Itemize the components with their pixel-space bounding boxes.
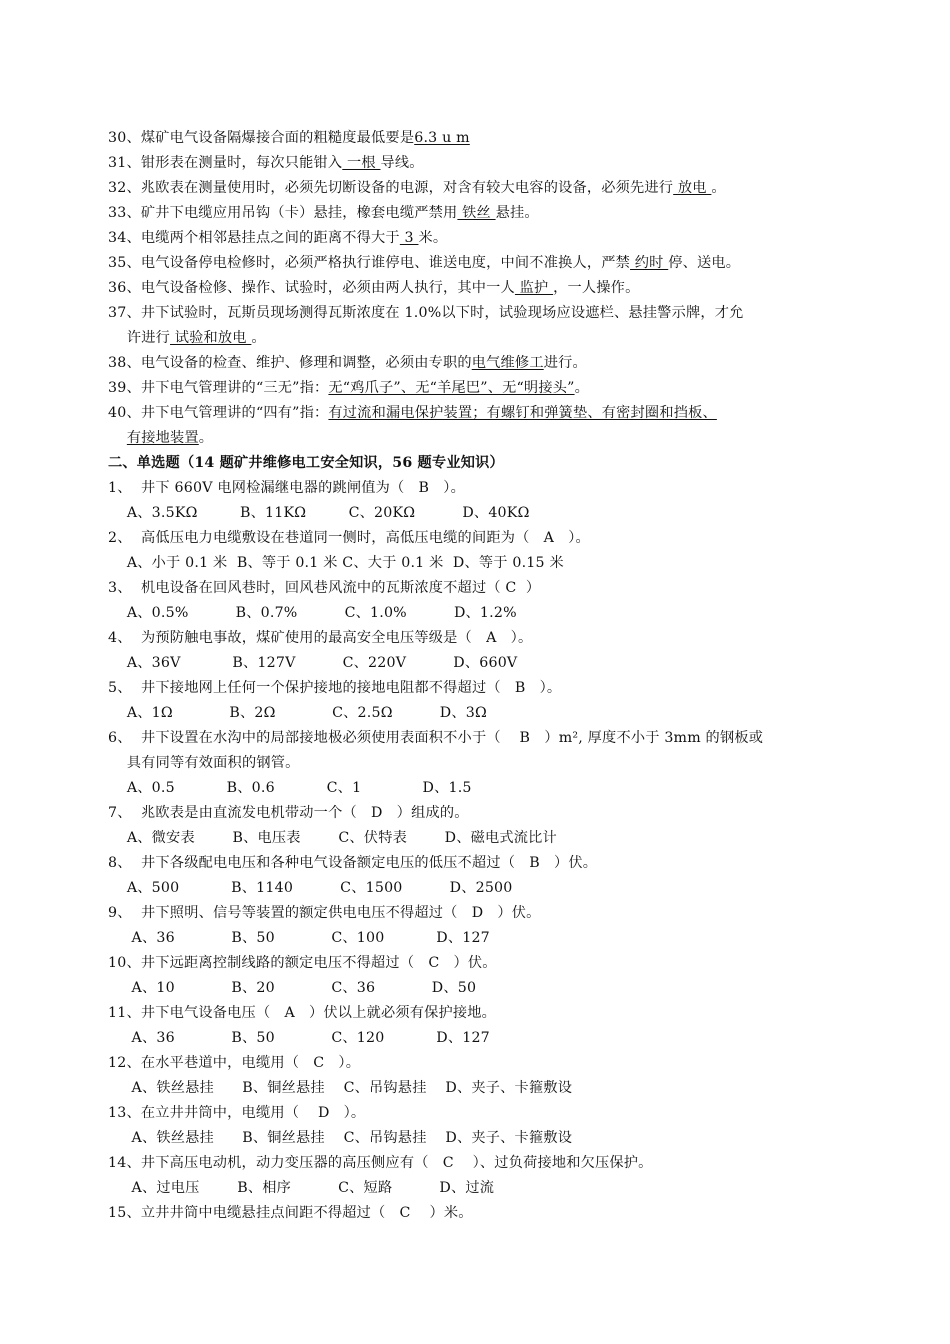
question-options: A、3.5KΩ B、11KΩ C、20KΩ D、40KΩ <box>108 505 530 521</box>
question-options: A、小于 0.1 米 B、等于 0.1 米 C、大于 0.1 米 D、等于 0.15 米 <box>108 555 564 571</box>
question-text: 13、在立井井筒中，电缆用（ D ）。 <box>108 1105 366 1121</box>
question-text: 9、 井下照明、信号等装置的额定供电电压不得超过（ D ）伏。 <box>108 905 541 921</box>
question-text: 14、井下高压电动机，动力变压器的高压侧应有（ C ）、过负荷接地和欠压保护。 <box>108 1155 653 1171</box>
fill-in-line: 35、电气设备停电检修时，必须严格执行谁停电、谁送电度，中间不准换人，严禁 约时 停、送电。 <box>108 255 741 271</box>
fill-in-line: 31、钳形表在测量时，每次只能钳入 一根 导线。 <box>108 155 424 171</box>
question-text: 15、立井井筒中电缆悬挂点间距不得超过（ C ）米。 <box>108 1205 473 1221</box>
fill-in-line: 38、电气设备的检查、维护、修理和调整，必须由专职的电气维修工进行。 <box>108 355 587 371</box>
question-text: 8、 井下各级配电电压和各种电气设备额定电压的低压不超过（ B ）伏。 <box>108 855 598 871</box>
question-text: 1、 井下 660V 电网检漏继电器的跳闸值为（ B ）。 <box>108 480 465 496</box>
question-text: 11、井下电气设备电压（ A ）伏以上就必须有保护接地。 <box>108 1005 497 1021</box>
question-text: 12、在水平巷道中，电缆用（ C ）。 <box>108 1055 361 1071</box>
question-options: A、36 B、50 C、120 D、127 <box>108 1030 490 1046</box>
fill-in-line: 30、煤矿电气设备隔爆接合面的粗糙度最低要是6.3 u m <box>108 130 470 146</box>
question-text: 2、 高低压电力电缆敷设在巷道同一侧时，高低压电缆的间距为（ A ）。 <box>108 530 590 546</box>
fill-in-line: 34、电缆两个相邻悬挂点之间的距离不得大于 3 米。 <box>108 230 448 246</box>
question-text: 7、 兆欧表是由直流发电机带动一个（ D ）组成的。 <box>108 805 469 821</box>
question-options: A、铁丝悬挂 B、铜丝悬挂 C、吊钩悬挂 D、夹子、卡箍敷设 <box>108 1080 573 1096</box>
fill-in-line: 32、兆欧表在测量使用时，必须先切断设备的电源，对含有较大电容的设备，必须先进行 放电 。 <box>108 180 726 196</box>
section-title: 二、单选题（14 题矿井维修电工安全知识，56 题专业知识） <box>108 455 504 471</box>
question-options: A、微安表 B、电压表 C、伏特表 D、磁电式流比计 <box>108 830 557 846</box>
question-text: 5、 井下接地网上任何一个保护接地的接地电阻都不得超过（ B ）。 <box>108 680 562 696</box>
question-options: A、36V B、127V C、220V D、660V <box>108 655 518 671</box>
question-options: A、36 B、50 C、100 D、127 <box>108 930 490 946</box>
fill-in-line: 36、电气设备检修、操作、试验时，必须由两人执行，其中一人 监护 ，一人操作。 <box>108 280 640 296</box>
question-text: 6、 井下设置在水沟中的局部接地极必须使用表面积不小于（ B ）m², 厚度不小于 3mm 的钢板或 <box>108 730 764 746</box>
question-options: A、0.5 B、0.6 C、1 D、1.5 <box>108 780 472 796</box>
question-options: A、过电压 B、相序 C、短路 D、过流 <box>108 1180 495 1196</box>
question-options: A、500 B、1140 C、1500 D、2500 <box>108 880 513 896</box>
question-text-continued: 具有同等有效面积的钢管。 <box>108 755 300 771</box>
fill-in-line: 有接地装置。 <box>126 430 214 446</box>
question-options: A、10 B、20 C、36 D、50 <box>108 980 477 996</box>
fill-in-line: 37、井下试验时，瓦斯员现场测得瓦斯浓度在 1.0%以下时，试验现场应设遮栏、悬挂警示牌，才允 <box>108 305 744 321</box>
fill-in-line: 39、井下电气管理讲的“三无”指：无“鸡爪子”、无“羊尾巴”、无“明接头”。 <box>108 380 589 396</box>
fill-in-line: 40、井下电气管理讲的“四有”指：有过流和漏电保护装置；有螺钉和弹簧垫、有密封圈和挡板、 <box>108 405 717 421</box>
question-options: A、0.5% B、0.7% C、1.0% D、1.2% <box>108 605 517 621</box>
question-text: 3、 机电设备在回风巷时，回风巷风流中的瓦斯浓度不超过（ C ） <box>108 580 541 596</box>
question-text: 10、井下远距离控制线路的额定电压不得超过（ C ）伏。 <box>108 955 497 971</box>
question-options: A、1Ω B、2Ω C、2.5Ω D、3Ω <box>108 705 487 721</box>
fill-in-line: 许进行 试验和放电 。 <box>108 330 266 346</box>
question-options: A、铁丝悬挂 B、铜丝悬挂 C、吊钩悬挂 D、夹子、卡箍敷设 <box>108 1130 573 1146</box>
fill-in-line: 33、矿井下电缆应用吊钩（卡）悬挂，橡套电缆严禁用 铁丝 悬挂。 <box>108 205 539 221</box>
question-text: 4、 为预防触电事故，煤矿使用的最高安全电压等级是（ A ）。 <box>108 630 533 646</box>
